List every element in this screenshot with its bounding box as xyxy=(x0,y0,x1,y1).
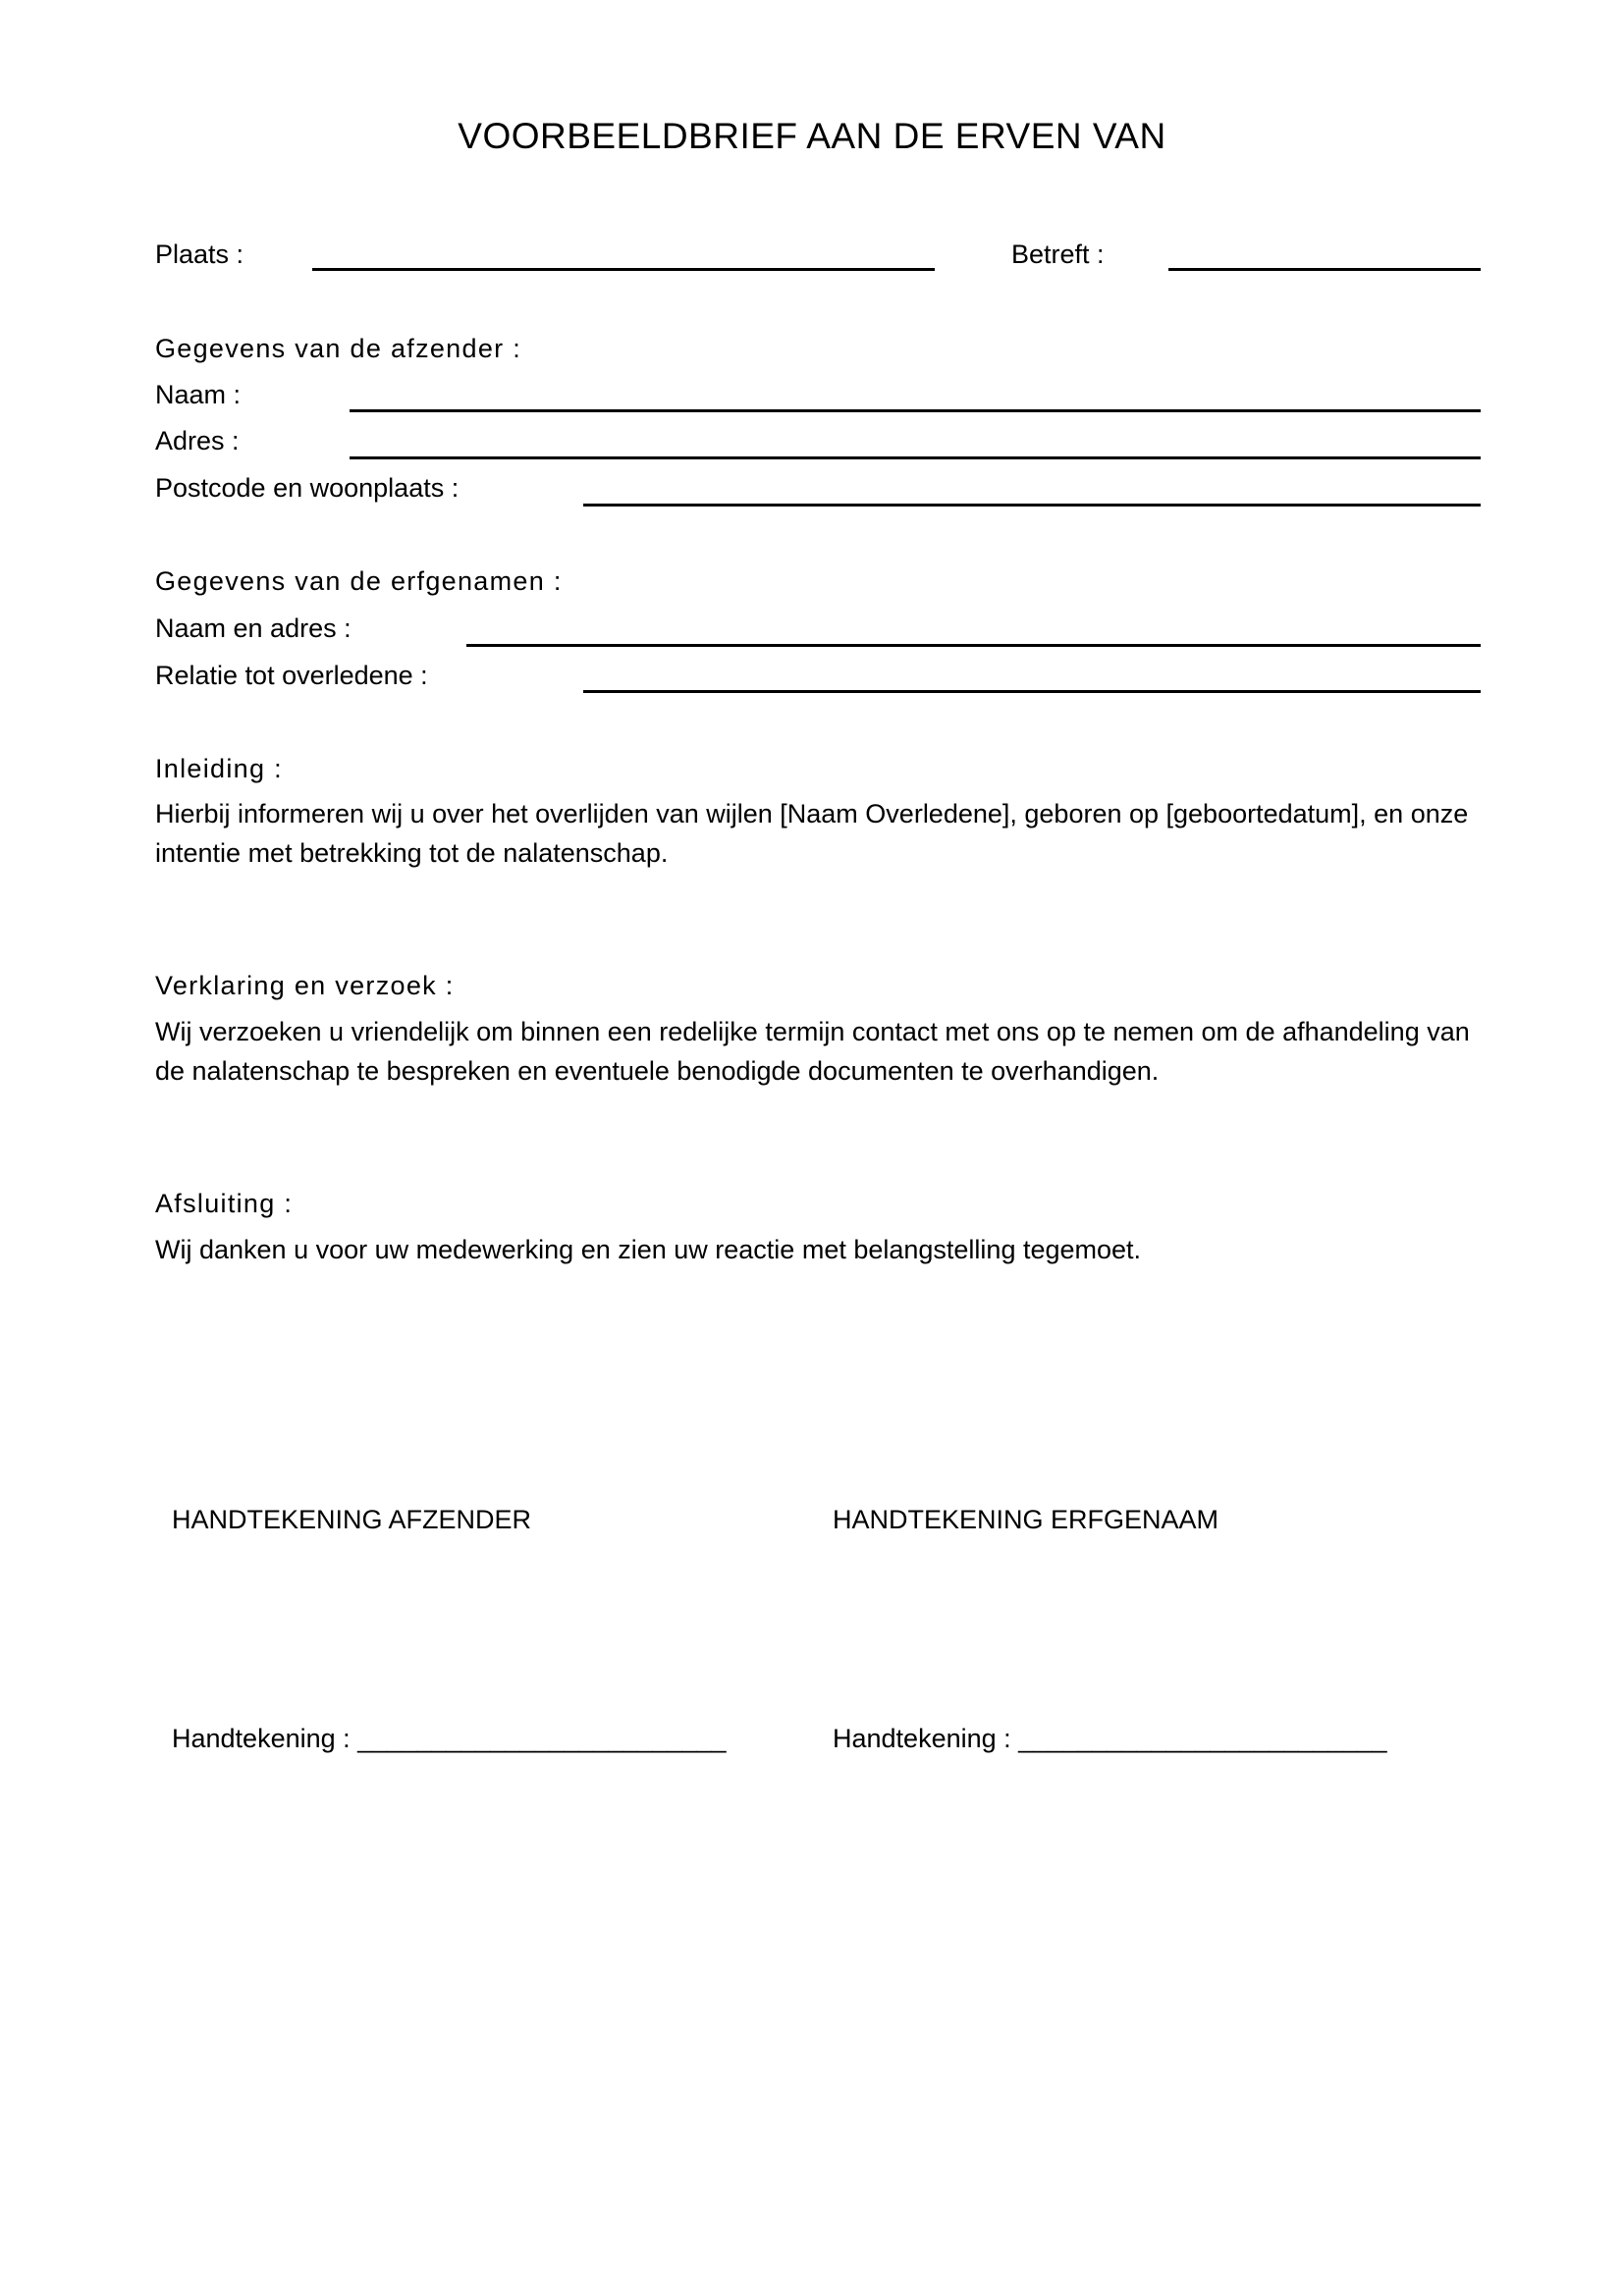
statement-heading: Verklaring en verzoek : xyxy=(155,971,455,1000)
place-label: Plaats : xyxy=(155,240,244,269)
sender-name-line[interactable] xyxy=(350,409,1481,412)
heirs-relation-label: Relatie tot overledene : xyxy=(155,661,428,690)
heirs-heading: Gegevens van de erfgenamen : xyxy=(155,566,563,596)
sender-signature-line[interactable]: Handtekening : _________________________ xyxy=(172,1724,727,1753)
sender-name-label: Naam : xyxy=(155,380,242,409)
statement-text: Wij verzoeken u vriendelijk om binnen een redelijke termijn contact met ons op te nemen om de afhandeling van de nalatenschap te bespreken en eventuele benodigde documenten te overhandigen. xyxy=(155,1017,1470,1086)
sender-postal-label: Postcode en woonplaats : xyxy=(155,473,460,503)
sender-heading: Gegevens van de afzender : xyxy=(155,334,522,363)
subject-label: Betreft : xyxy=(1011,240,1105,269)
intro-text: Hierbij informeren wij u over het overlijden van wijlen [Naam Overledene], geboren op [geboortedatum], en onze intentie met betrekking tot de nalatenschap. xyxy=(155,799,1469,868)
heir-signature-line[interactable]: Handtekening : _________________________ xyxy=(833,1724,1387,1753)
sender-signature-heading: HANDTEKENING AFZENDER xyxy=(172,1505,532,1534)
document-title: VOORBEELDBRIEF AAN DE ERVEN VAN xyxy=(458,116,1166,156)
sender-address-label: Adres : xyxy=(155,426,240,455)
heirs-name-address-line[interactable] xyxy=(466,644,1481,647)
place-field-line[interactable] xyxy=(312,268,935,271)
heir-signature-heading: HANDTEKENING ERFGENAAM xyxy=(833,1505,1219,1534)
sender-address-line[interactable] xyxy=(350,456,1481,459)
subject-field-line[interactable] xyxy=(1168,268,1481,271)
closing-text: Wij danken u voor uw medewerking en zien uw reactie met belangstelling tegemoet. xyxy=(155,1235,1142,1264)
closing-heading: Afsluiting : xyxy=(155,1189,294,1218)
intro-heading: Inleiding : xyxy=(155,754,283,783)
heirs-relation-line[interactable] xyxy=(583,690,1481,693)
heirs-name-address-label: Naam en adres : xyxy=(155,614,352,643)
sender-postal-line[interactable] xyxy=(583,504,1481,507)
